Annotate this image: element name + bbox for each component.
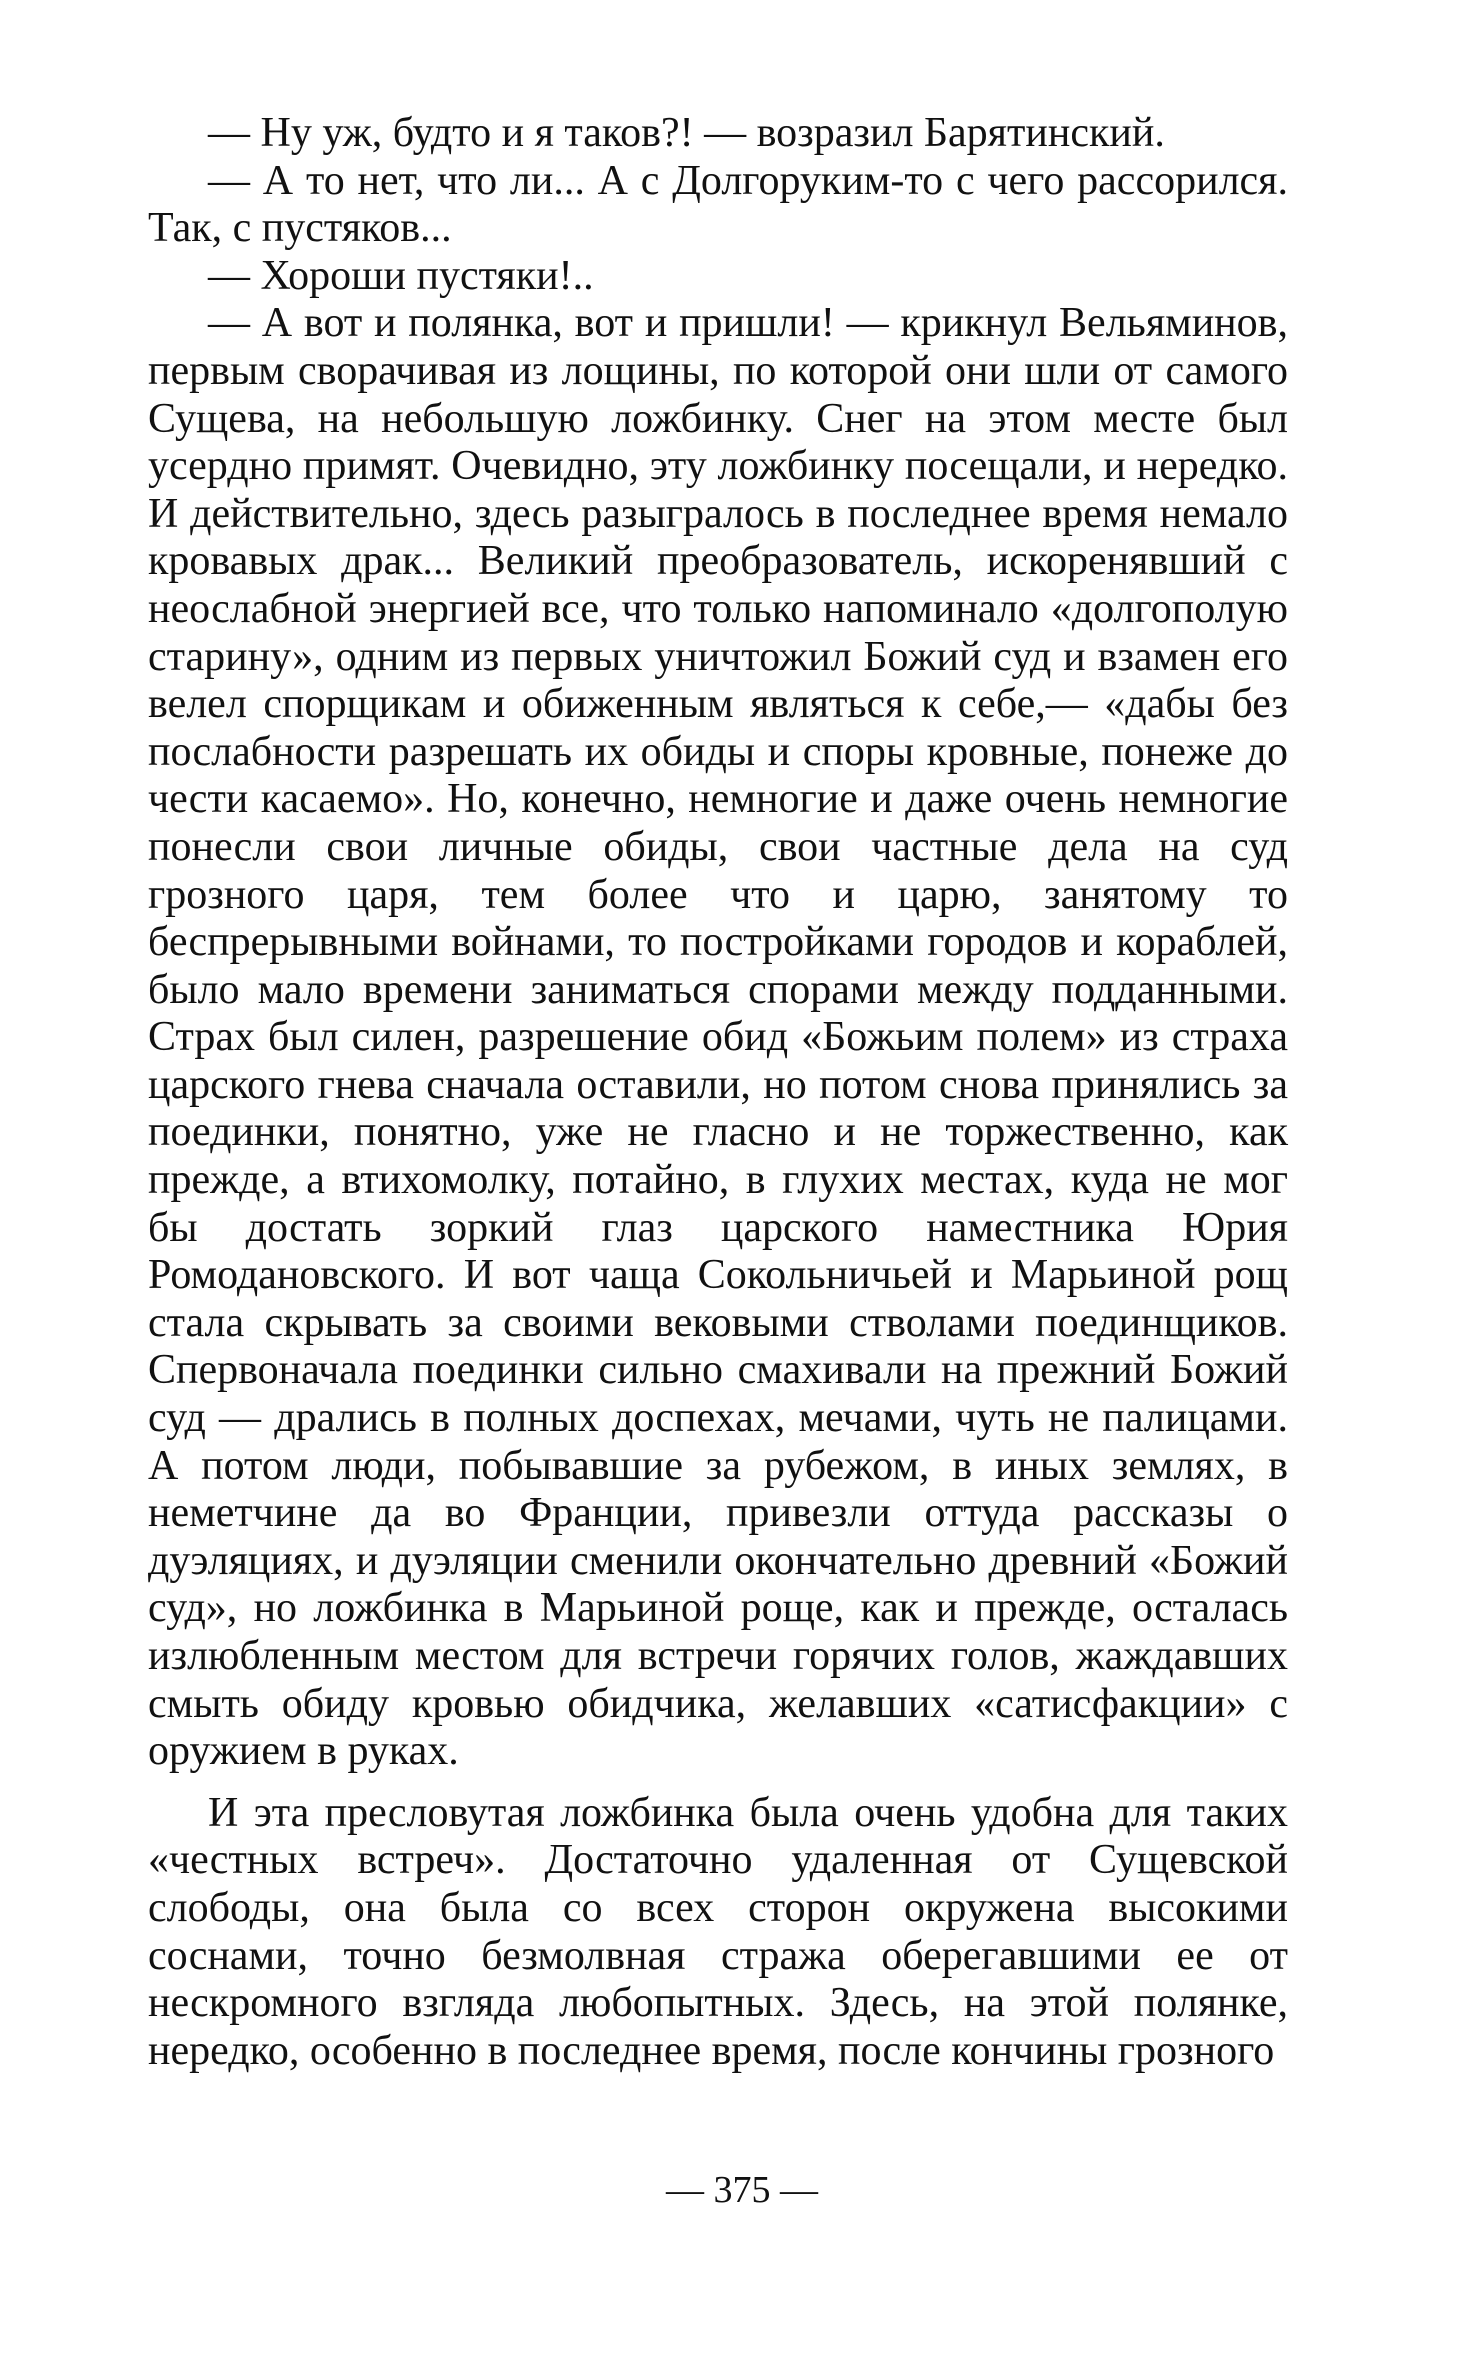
page-number: — 375 — xyxy=(666,2169,818,2211)
paragraph-1: — Ну уж, будто и я таков?! — возразил Барятинский. xyxy=(208,110,1165,156)
paragraph-4: — А вот и полянка, вот и пришли! — крикнул Вельяминов, первым сворачивая из лощины, по которой они шли от самого Сущева, на небольшую ложбинку. Снег на этом месте был усердно примят. Очевидно, эту ложбинку посещали, и нередко. И действительно, здесь разыгралось в последнее время немало кровавых драк... Великий преобразователь, искоренявший с неослабной энергией все, что только напоминало «долгополую старину», одним из первых уничтожил Божий суд и взамен его велел спорщикам и обиженным являться к себе,— «дабы без послабности разрешать их обиды и споры кровные, понеже до чести касаемо». Но, конечно, немногие и даже очень немногие понесли свои личные обиды, свои частные дела на суд грозного царя, тем более что и царю, занятому то беспрерывными войнами, то постройками городов и кораблей, было мало времени заниматься спорами между подданными. Страх был силен, разрешение обид «Божьим полем» из страха царского гнева сначала оставили, но потом снова принялись за поединки, понятно, уже не гласно и не торжественно, как прежде, а втихомолку, потайно, в глухих местах, куда не мог бы достать зоркий глаз царского наместника Юрия Ромодановского. И вот чаща Сокольничьей и Марьиной рощ стала скрывать за своими вековыми стволами поединщиков. Спервоначала поединки сильно смахивали на прежний Божий суд — дрались в полных доспехах, мечами, чуть не палицами. А потом люди, побывавшие за рубежом, в иных землях, в неметчине да во Франции, привезли оттуда рассказы о дуэляциях, и дуэляции сменили окончательно древний «Божий суд», но ложбинка в Марьиной роще, как и прежде, осталась излюбленным местом для встречи горячих голов, жаждавших смыть обиду кровью обидчика, желавших «сатисфакции» с оружием в руках. xyxy=(148,300,1288,1775)
paragraph-3: — Хороши пустяки!.. xyxy=(208,252,594,299)
body-text xyxy=(148,110,1288,2075)
paragraph-2: — А то нет, что ли... А с Долгоруким-то с чего рассорился. Так, с пустяков... xyxy=(148,157,1288,252)
paragraph-5: И эта пресловутая ложбинка была очень удобна для таких «честных встреч». Достаточно удаленная от Сущевской слободы, она была со всех сторон окружена высокими соснами, точно безмолвная стража оберегавшими ее от нескромного взгляда любопытных. Здесь, на этой полянке, нередко, особенно в последнее время, после кончины грозного xyxy=(148,1789,1288,2074)
